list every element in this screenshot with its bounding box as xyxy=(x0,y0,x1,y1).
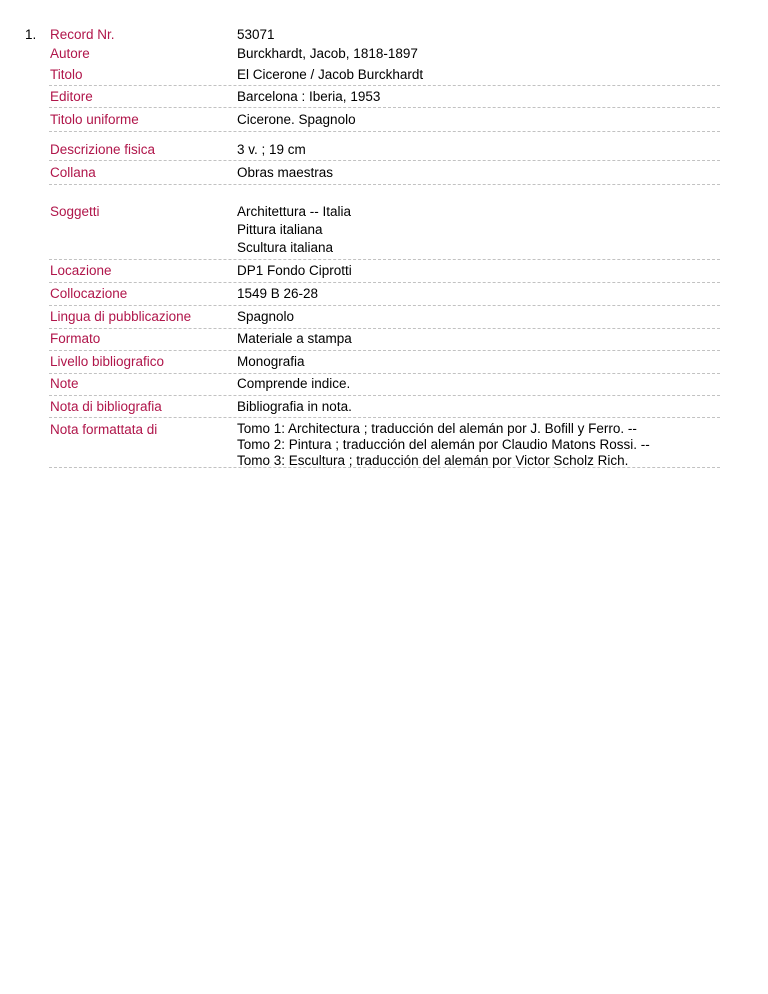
field-locazione xyxy=(49,262,720,283)
field-label: Soggetti xyxy=(50,204,100,219)
field-label: Nota formattata di xyxy=(50,422,158,437)
field-titolo xyxy=(49,66,720,86)
field-value xyxy=(237,203,351,257)
field-value: 3 v. ; 19 cm xyxy=(237,142,306,157)
field-titolo-uniforme xyxy=(49,111,720,132)
field-value: El Cicerone / Jacob Burckhardt xyxy=(237,67,424,82)
field-value: DP1 Fondo Ciprotti xyxy=(237,263,352,278)
field-value xyxy=(237,421,650,469)
field-label: Titolo xyxy=(50,67,83,82)
field-value: 1549 B 26-28 xyxy=(237,286,319,301)
field-value: Cicerone. Spagnolo xyxy=(237,112,356,127)
field-value: Comprende indice. xyxy=(237,376,351,391)
field-label: Locazione xyxy=(50,263,112,278)
field-lingua xyxy=(49,308,720,329)
field-value: Spagnolo xyxy=(237,309,295,324)
field-value: Bibliografia in nota. xyxy=(237,399,352,414)
field-value: Monografia xyxy=(237,354,305,369)
field-note xyxy=(49,375,720,396)
record-number: 1. xyxy=(25,27,37,42)
field-label: Editore xyxy=(50,89,93,104)
field-label: Record Nr. xyxy=(50,27,115,42)
contents-note-line: Tomo 3: Escultura ; traducción del alemán por Victor Scholz Rich. xyxy=(237,453,629,468)
field-label: Collana xyxy=(50,165,96,180)
field-label: Descrizione fisica xyxy=(50,142,156,157)
contents-note-line: Tomo 1: Architectura ; traducción del alemán por J. Bofill y Ferro. -- xyxy=(237,421,637,436)
field-descrizione-fisica xyxy=(49,141,720,161)
field-value: 53071 xyxy=(237,27,275,42)
subject-item: Pittura italiana xyxy=(237,222,323,237)
field-label: Formato xyxy=(50,331,101,346)
field-nota-bibliografia xyxy=(49,398,720,418)
field-label: Autore xyxy=(50,46,90,61)
field-collana xyxy=(49,164,720,185)
field-autore xyxy=(49,45,720,63)
field-label: Livello bibliografico xyxy=(50,354,165,369)
field-label: Nota di bibliografia xyxy=(50,399,162,414)
field-label: Lingua di pubblicazione xyxy=(50,309,192,324)
field-editore xyxy=(49,88,720,108)
field-soggetti xyxy=(49,203,720,260)
field-label: Collocazione xyxy=(50,286,128,301)
field-collocazione xyxy=(49,285,720,306)
field-record-nr xyxy=(49,26,720,44)
field-value: Barcelona : Iberia, 1953 xyxy=(237,89,381,104)
field-value: Obras maestras xyxy=(237,165,334,180)
field-formato xyxy=(49,330,720,351)
field-livello-bibliografico xyxy=(49,353,720,374)
contents-note-line: Tomo 2: Pintura ; traducción del alemán por Claudio Matons Rossi. -- xyxy=(237,437,650,452)
field-value: Materiale a stampa xyxy=(237,331,352,346)
field-label: Titolo uniforme xyxy=(50,112,139,127)
field-nota-formattata xyxy=(49,421,720,468)
field-label: Note xyxy=(50,376,79,391)
field-value: Burckhardt, Jacob, 1818-1897 xyxy=(237,46,418,61)
subject-item: Architettura -- Italia xyxy=(237,204,352,219)
subject-item: Scultura italiana xyxy=(237,240,334,255)
